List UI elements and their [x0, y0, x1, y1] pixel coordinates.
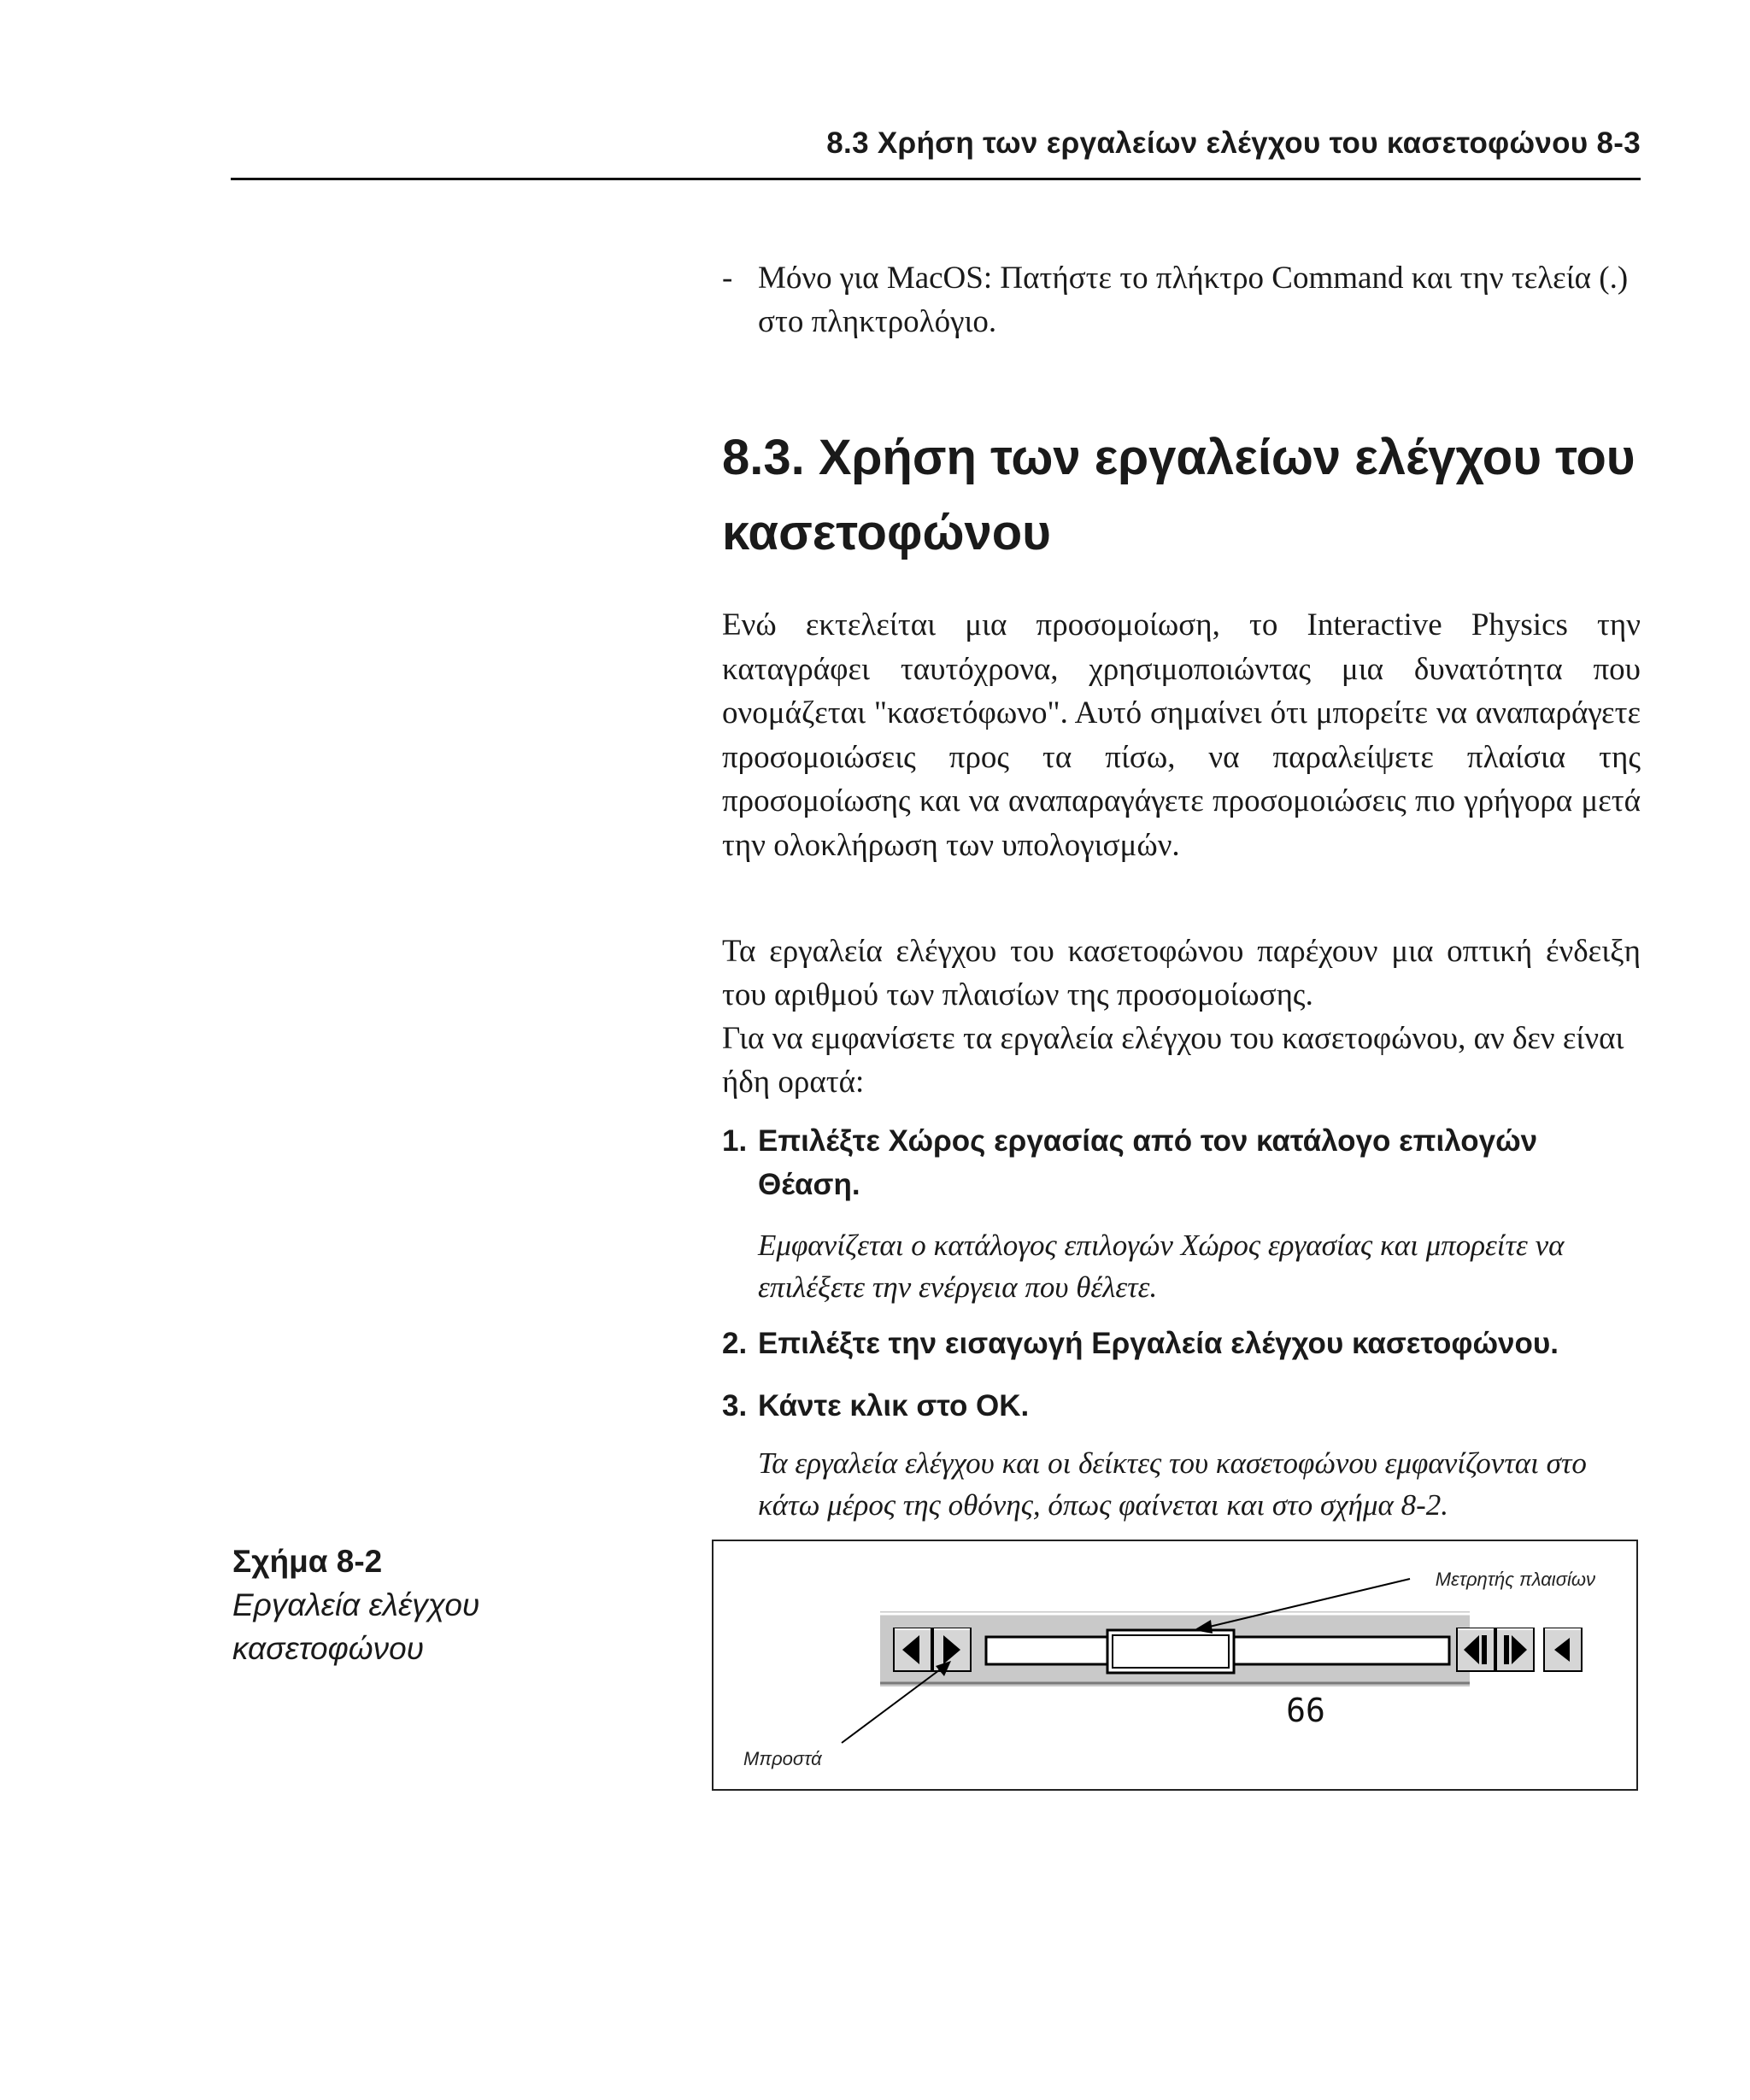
- running-header: 8.3 Χρήση των εργαλείων ελέγχου του κασετοφώνου 8-3: [826, 126, 1641, 160]
- step-2: [722, 1322, 1641, 1365]
- step-1-note: Εμφανίζεται ο κατάλογος επιλογών Χώρος εργασίας και μπορείτε να επιλέξετε την ενέργεια που θέλετε.: [758, 1229, 1565, 1304]
- figure-caption: [232, 1540, 574, 1670]
- figure-number: Σχήμα 8-2: [232, 1544, 383, 1579]
- step-text: Επιλέξτε Χώρος εργασίας από τον κατάλογο επιλογών Θέαση.: [758, 1124, 1538, 1201]
- figure-overlay: [714, 1541, 1636, 1789]
- step-3-note: Τα εργαλεία ελέγχου και οι δείκτες του κασετοφώνου εμφανίζονται στο κάτω μέρος της οθόνης, όπως φαίνεται και στο σχήμα 8-2.: [758, 1446, 1587, 1522]
- recorder-paragraph: Τα εργαλεία ελέγχου του κασετοφώνου παρέχουν μια οπτική ένδειξη του αριθμού των πλαισίων της προσομοίωσης.: [722, 934, 1641, 1012]
- bullet-text: Μόνο για MacOS: Πατήστε το πλήκτρο Command και την τελεία (.) στο πληκτρολόγιο.: [758, 261, 1629, 339]
- counter-leader-arrow: [1194, 1620, 1213, 1634]
- counter-leader-line: [1202, 1579, 1410, 1628]
- intro-paragraph: Ενώ εκτελείται μια προσομοίωση, το Interactive Physics την καταγράφει ταυτόχρονα, χρησιμοποιώντας μια δυνατότητα που ονομάζεται "κασετόφωνο". Αυτό σημαίνει ότι μπορείτε να αναπαράγετε προσομοιώσεις προς τα πίσω, να παραλείψετε πλαίσια της προσομοίωσης και να αναπαραγάγετε προσομοιώσεις πιο γρήγορα μετά την ολοκλήρωση των υπολογισμών.: [722, 607, 1641, 863]
- step-number: 2.: [722, 1327, 748, 1360]
- step-1: [722, 1119, 1641, 1206]
- howto-paragraph: Για να εμφανίσετε τα εργαλεία ελέγχου του κασετοφώνου, αν δεν είναι ήδη ορατά:: [722, 1021, 1624, 1100]
- forward-leader-arrow: [936, 1661, 951, 1676]
- frame-counter-label: Μετρητής πλαισίων: [1435, 1569, 1595, 1590]
- step-number: 1.: [722, 1124, 748, 1158]
- step-text: Κάντε κλικ στο OK.: [758, 1389, 1030, 1422]
- figure-8-2: [712, 1540, 1638, 1791]
- figure-title: Εργαλεία ελέγχου κασετοφώνου: [232, 1587, 480, 1666]
- bullet-dash: -: [722, 261, 733, 296]
- step-3: [722, 1384, 1641, 1428]
- header-rule: [231, 178, 1641, 180]
- step-number: 3.: [722, 1389, 748, 1422]
- forward-leader-line: [842, 1668, 943, 1743]
- frame-counter-value: 66: [1286, 1692, 1325, 1729]
- forward-label: Μπροστά: [743, 1748, 822, 1769]
- step-text: Επιλέξτε την εισαγωγή Εργαλεία ελέγχου κασετοφώνου.: [758, 1327, 1559, 1360]
- step-forward-button[interactable]: [1496, 1628, 1534, 1671]
- macos-bullet: [722, 256, 1641, 343]
- step-back-button[interactable]: [1457, 1628, 1495, 1671]
- section-title: 8.3. Χρήση των εργαλείων ελέγχου του κασετοφώνου: [722, 430, 1635, 560]
- reset-button[interactable]: [1544, 1628, 1582, 1671]
